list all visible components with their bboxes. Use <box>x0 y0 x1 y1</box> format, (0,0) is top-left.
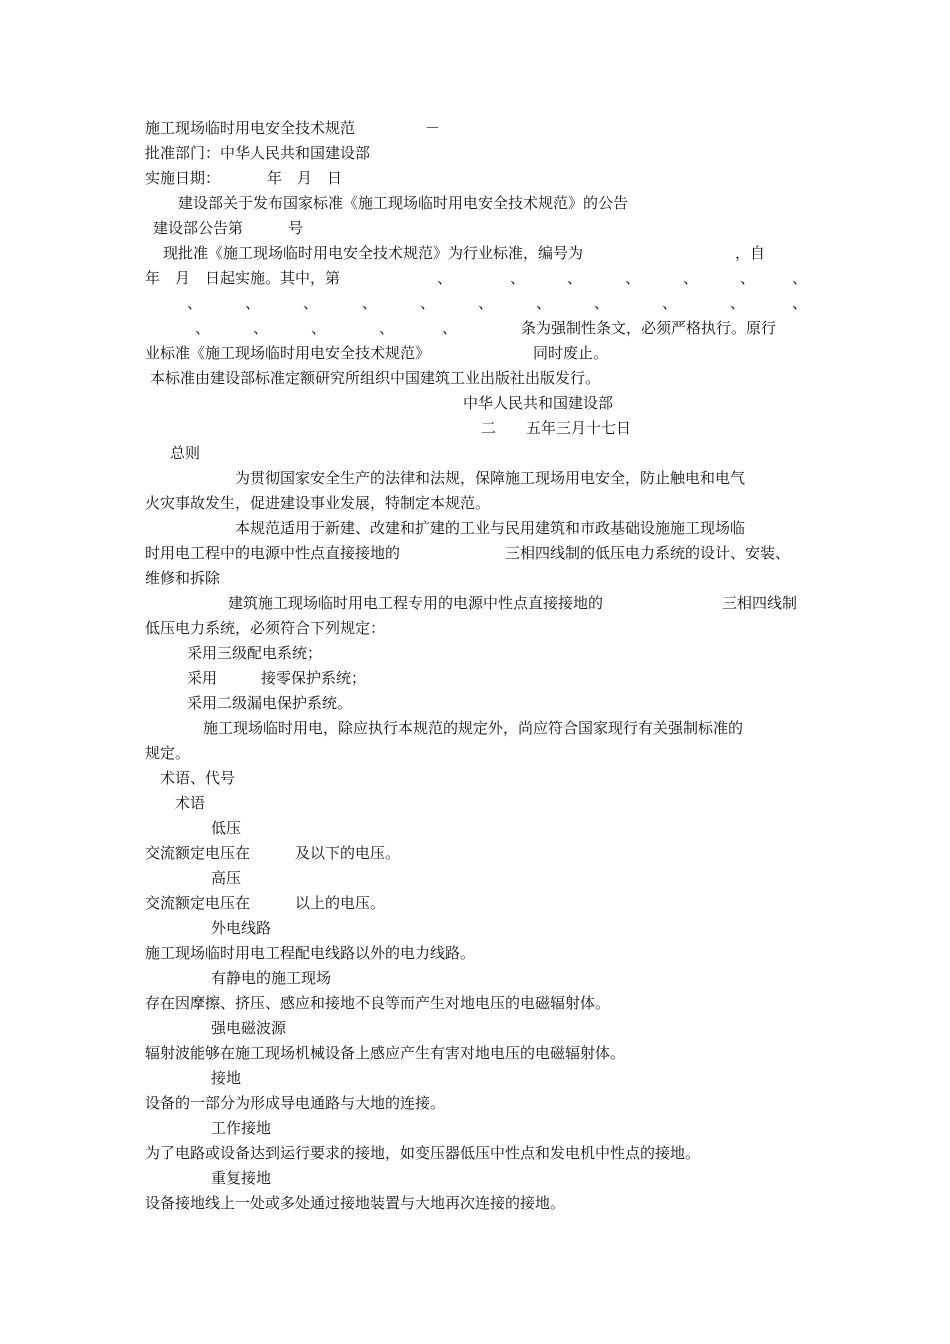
announcement-title: 建设部关于发布国家标准《施工现场临时用电安全技术规范》的公告 <box>178 194 629 212</box>
signature-date: 二 五年三月十七日 <box>481 419 632 437</box>
ch1-p2-line-b1: 时用电工程中的电源中性点直接接地的 <box>145 544 401 562</box>
doc-title-dash: － <box>425 119 441 137</box>
term-definition: 施工现场临时用电工程配电线路以外的电力线路。 <box>145 944 476 962</box>
chapter-2-subtitle: 术语 <box>175 794 206 812</box>
ch1-p2-line-b2: 三相四线制的低压电力系统的设计、安装、 <box>505 544 791 562</box>
sep: 、 <box>792 269 808 287</box>
sep: 、 <box>437 269 453 287</box>
sep: 、 <box>420 294 436 312</box>
body-line-6: 本标准由建设部标准定额研究所组织中国建筑工业出版社出版发行。 <box>150 369 601 387</box>
sep: 、 <box>625 269 641 287</box>
ch1-p3-line-a2: 三相四线制 <box>722 594 798 612</box>
body-line-5a: 业标准《施工现场临时用电安全技术规范》 <box>145 344 431 362</box>
sep: 、 <box>740 269 756 287</box>
sep: 、 <box>510 269 526 287</box>
ch1-p4-line-b: 规定。 <box>145 744 191 762</box>
doc-title: 施工现场临时用电安全技术规范 <box>145 119 356 137</box>
term-name: 有静电的施工现场 <box>211 969 332 987</box>
signature-org: 中华人民共和国建设部 <box>463 394 614 412</box>
term-def-b: 及以下的电压。 <box>295 844 401 862</box>
sep: 、 <box>536 294 552 312</box>
term-name: 工作接地 <box>211 1119 272 1137</box>
ch1-p1-line-a: 为贯彻国家安全生产的法律和法规，保障施工现场用电安全，防止触电和电气 <box>235 469 746 487</box>
sep: 、 <box>594 294 610 312</box>
term-name: 强电磁波源 <box>211 1019 287 1037</box>
term-name: 低压 <box>211 819 242 837</box>
sep: 、 <box>311 319 327 337</box>
sep: 、 <box>245 294 261 312</box>
sep: 、 <box>442 319 458 337</box>
sep: 、 <box>792 294 808 312</box>
ch1-p4-line-a: 施工现场临时用电，除应执行本规范的规定外，尚应符合国家现行有关强制标准的 <box>203 719 744 737</box>
approver-line: 批准部门：中华人民共和国建设部 <box>145 144 371 162</box>
term-def-a: 交流额定电压在 <box>145 894 251 912</box>
sep: 、 <box>303 294 319 312</box>
ch1-p2-line-c: 维修和拆除 <box>145 569 221 587</box>
sep: 、 <box>253 319 269 337</box>
term-definition: 辐射波能够在施工现场机械设备上感应产生有害对地电压的电磁辐射体。 <box>145 1044 626 1062</box>
term-name: 外电线路 <box>211 919 272 937</box>
effective-date: 年 月 日 <box>267 169 343 187</box>
term-name: 重复接地 <box>211 1169 272 1187</box>
body-line-5b: 同时废止。 <box>533 344 609 362</box>
ch1-p2-line-a: 本规范适用于新建、改建和扩建的工业与民用建筑和市政基础设施施工现场临 <box>235 519 746 537</box>
sep: 、 <box>187 294 203 312</box>
term-definition: 为了电路或设备达到运行要求的接地，如变压器低压中性点和发电机中性点的接地。 <box>145 1144 701 1162</box>
ch1-p3-line-a1: 建筑施工现场临时用电工程专用的电源中性点直接接地的 <box>228 594 604 612</box>
term-def-b: 以上的电压。 <box>295 894 386 912</box>
announcement-no-label: 建设部公告第 <box>153 219 244 237</box>
term-def-a: 交流额定电压在 <box>145 844 251 862</box>
body-line-2a: 年 月 日起实施。其中，第 <box>145 269 341 287</box>
term-definition: 设备的一部分为形成导电通路与大地的连接。 <box>145 1094 446 1112</box>
ch1-p3-line-b: 低压电力系统，必须符合下列规定： <box>145 619 386 637</box>
body-line-1b: ，自 <box>735 244 766 262</box>
sep: 、 <box>195 319 211 337</box>
sep: 、 <box>730 294 746 312</box>
effective-label: 实施日期： <box>145 169 221 187</box>
term-name: 高压 <box>211 869 242 887</box>
term-definition: 存在因摩擦、挤压、感应和接地不良等而产生对地电压的电磁辐射体。 <box>145 994 611 1012</box>
sep: 、 <box>478 294 494 312</box>
sep: 、 <box>379 319 395 337</box>
ch1-p1-line-b: 火灾事故发生，促进建设事业发展，特制定本规范。 <box>145 494 491 512</box>
body-line-4-end: 条为强制性条文，必须严格执行。原行 <box>521 319 777 337</box>
sep: 、 <box>683 269 699 287</box>
ch1-item-2a: 采用 <box>187 669 218 687</box>
term-definition: 设备接地线上一处或多处通过接地装置与大地再次连接的接地。 <box>145 1194 566 1212</box>
chapter-2-title: 术语、代号 <box>160 769 236 787</box>
ch1-item-2b: 接零保护系统； <box>261 669 367 687</box>
ch1-item-3: 采用二级漏电保护系统。 <box>187 694 353 712</box>
term-name: 接地 <box>211 1069 242 1087</box>
sep: 、 <box>362 294 378 312</box>
chapter-1-title: 总则 <box>170 444 201 462</box>
body-line-1a: 现批准《施工现场临时用电安全技术规范》为行业标准，编号为 <box>163 244 584 262</box>
ch1-item-1: 采用三级配电系统； <box>187 644 323 662</box>
announcement-no-suffix: 号 <box>288 219 304 237</box>
sep: 、 <box>567 269 583 287</box>
sep: 、 <box>662 294 678 312</box>
